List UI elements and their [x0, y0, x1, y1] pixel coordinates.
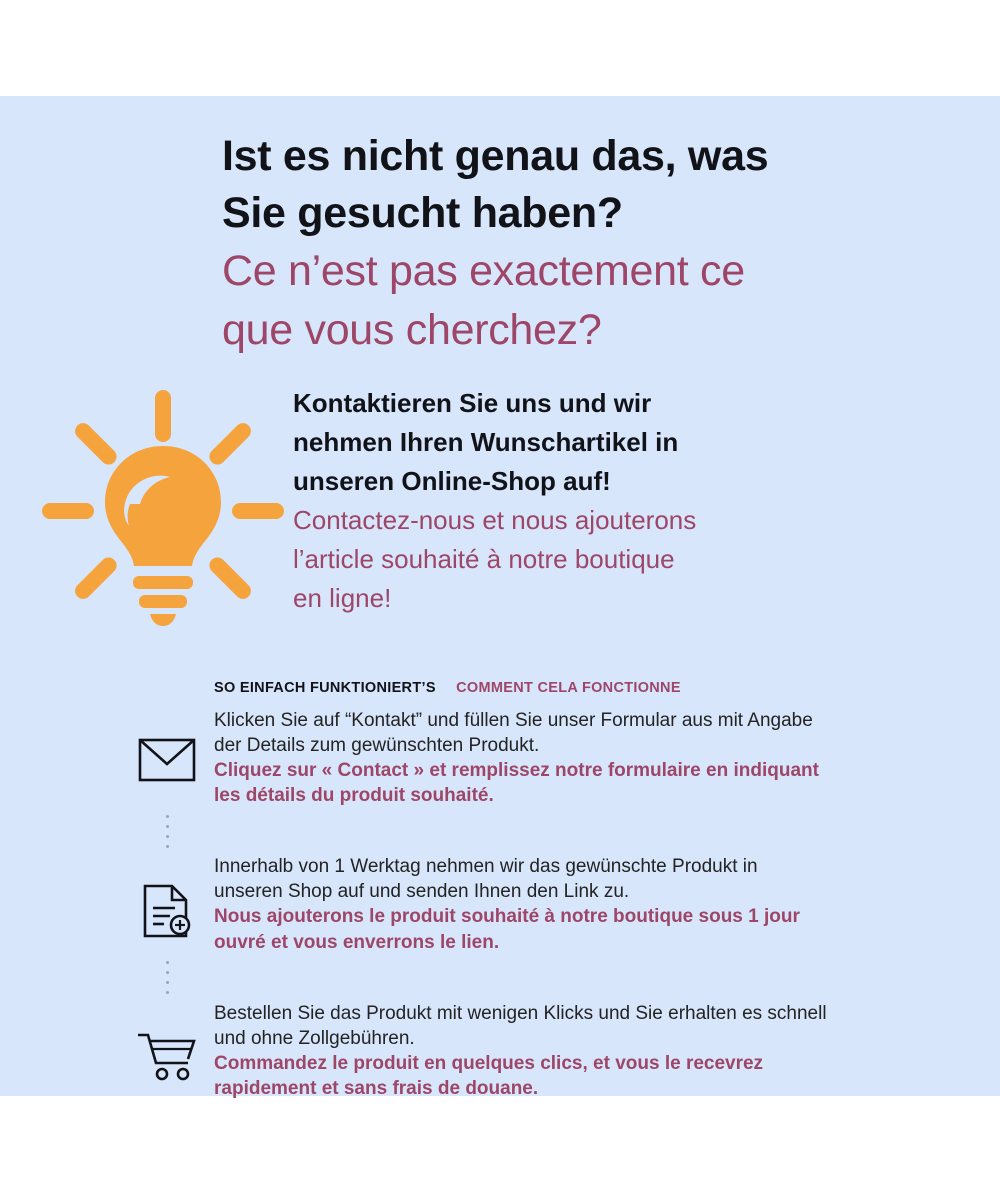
step-fr-line1: Nous ajouterons le produit souhaité à notre boutique sous 1 jour [214, 906, 800, 928]
step-de-line2: und ohne Zollgebühren. [214, 1027, 415, 1049]
step-de-line2: der Details zum gewünschten Produkt. [214, 735, 540, 757]
subtitle-fr-line2: l’article souhaité à notre boutique [293, 544, 675, 574]
how-it-works-label-fr: COMMENT CELA FONCTIONNE [456, 680, 681, 696]
headline-fr-line2: que vous cherchez? [222, 305, 602, 354]
step-text [214, 1001, 940, 1101]
subtitle-fr-line3: en ligne! [293, 583, 392, 613]
step-fr-line1: Cliquez sur « Contact » et remplissez notre formulaire en indiquant [214, 760, 819, 782]
headline-de-line2: Sie gesucht haben? [222, 189, 623, 238]
headline-de-line1: Ist es nicht genau das, was [222, 132, 769, 180]
subtitle-de-line1: Kontaktieren Sie uns und wir [293, 388, 652, 418]
step-separator [120, 808, 940, 854]
step-de-line1: Innerhalb von 1 Werktag nehmen wir das gewünschte Produkt in [214, 856, 758, 878]
dotted-connector [120, 808, 214, 854]
headline-fr-line1: Ce n’est pas exactement ce [222, 247, 745, 296]
step-item [120, 708, 940, 808]
step-separator [120, 955, 940, 1001]
subtitle-de-line3: unseren Online-Shop auf! [293, 466, 611, 496]
envelope-icon [120, 708, 214, 782]
step-text [214, 854, 940, 954]
steps-list [120, 708, 940, 1101]
document-add-icon [120, 854, 214, 938]
step-fr-line1: Commandez le produit en quelques clics, et vous le recevrez [214, 1052, 764, 1074]
step-fr-line2: les détails du produit souhaité. [214, 785, 494, 807]
step-item [120, 854, 940, 954]
step-item [120, 1001, 940, 1101]
dotted-connector [120, 955, 214, 1001]
how-it-works-heading [214, 680, 681, 696]
step-text [214, 708, 940, 808]
step-fr-line2: ouvré et vous enverrons le lien. [214, 931, 500, 953]
step-de-line2: unseren Shop auf und senden Ihnen den Link zu. [214, 881, 630, 903]
lightbulb-icon [36, 384, 286, 634]
step-de-line1: Bestellen Sie das Produkt mit wenigen Klicks und Sie erhalten es schnell [214, 1002, 827, 1024]
step-fr-line2: rapidement et sans frais de douane. [214, 1077, 539, 1099]
headline-block [222, 128, 922, 359]
shopping-cart-icon [120, 1001, 214, 1081]
step-de-line1: Klicken Sie auf “Kontakt” und füllen Sie unser Formular aus mit Angabe [214, 710, 813, 731]
subtitle-de-line2: nehmen Ihren Wunschartikel in [293, 427, 679, 457]
promo-banner [0, 96, 1000, 1099]
subtitle-block [293, 384, 913, 618]
how-it-works-label-de: SO EINFACH FUNKTIONIERT’S [214, 680, 436, 696]
subtitle-fr-line1: Contactez-nous et nous ajouterons [293, 505, 697, 535]
